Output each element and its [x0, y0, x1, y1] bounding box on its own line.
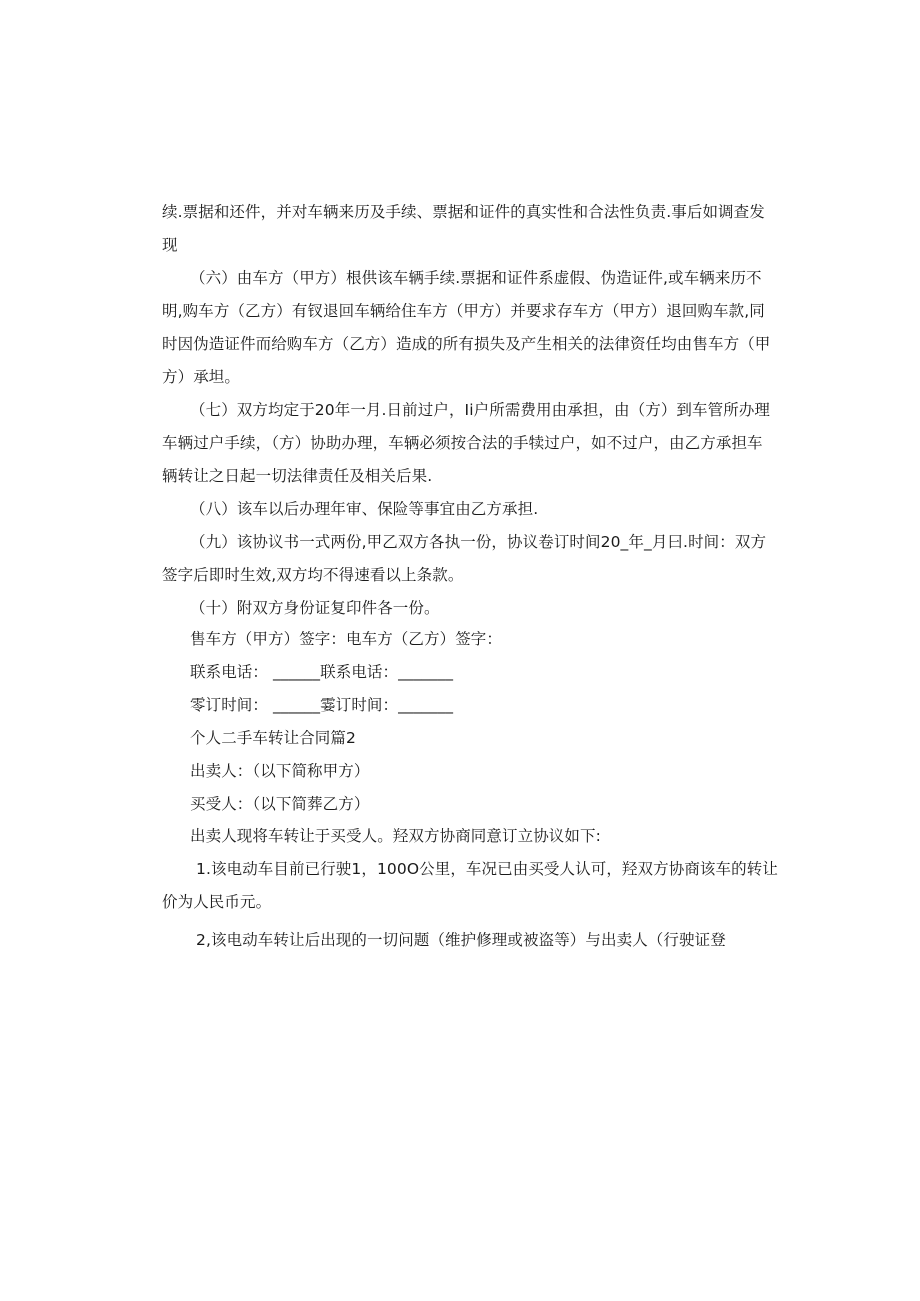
item-two-line: 2,该电动车转让后出现的一切问题（维护修理或被盗等）与出卖人（行驶证登 — [196, 931, 726, 949]
phone-line: 联系电话： ______联系电话：_______ — [190, 663, 454, 681]
paragraph-line: 价为人民币元。 — [162, 893, 272, 911]
clause-eight-line: （八）该车以后办理年审、保险等事宜由乙方承担. — [190, 500, 539, 518]
signature-line: 售车方（甲方）签字：电车方（乙方）签字： — [190, 630, 503, 648]
buyer-line: 买受人：（以下简葬乙方） — [190, 795, 370, 813]
paragraph-line: 明,购车方（乙方）有钗退回车辆给住车方（甲方）并要求存车方（甲方）退回购车款,同 — [162, 302, 765, 320]
item-one-line: 1.该电动车目前已行驶1，100O公里，车况已由买受人认可，羟双方协商该车的转让 — [196, 860, 778, 878]
paragraph-line: 签字后即时生效,双方均不得速看以上条款。 — [162, 566, 464, 584]
paragraph-line: 车辆过户手续，（方）协助办理，车辆必须按合法的手犊过户，如不过户，由乙方承担车 — [162, 434, 763, 452]
clause-six-line: （六）由车方（甲方）根供该车辆手续.票据和证件系虚假、伪造证件,或车辆来历不 — [190, 269, 762, 287]
paragraph-line: 续.票据和还件，并对车辆来历及手续、票据和证件的真实性和合法性负责.事后如调查发 — [162, 203, 765, 221]
date-line: 零订时间： ______霎订时间：_______ — [190, 696, 454, 714]
intro-line: 出卖人现将车转让于买受人。羟双方协商同意订立协议如下: — [190, 827, 601, 845]
paragraph-line: 方）承坦。 — [162, 368, 241, 386]
paragraph-line: 时因伪造证件而给购车方（乙方）造成的所有损失及产生相关的法律资任均由售车方（甲 — [162, 335, 771, 353]
section-title: 个人二手车转让合同篇2 — [190, 729, 356, 747]
paragraph-line: 辆转让之日起一切法律责任及相关后果. — [162, 467, 433, 485]
clause-nine-line: （九）该协议书一式两份,甲乙双方各执一份，协议卷订时间20_年_月曰.时间：双方 — [190, 533, 767, 551]
clause-ten-line: （十）附双方身份证复印件各一份。 — [190, 599, 440, 617]
seller-line: 出卖人：（以下简称甲方） — [190, 762, 370, 780]
paragraph-line: 现 — [162, 236, 178, 254]
clause-seven-line: （七）双方均定于20年一月.日前过户，Ii户所需费用由承担，由（方）到车管所办理 — [190, 401, 771, 419]
